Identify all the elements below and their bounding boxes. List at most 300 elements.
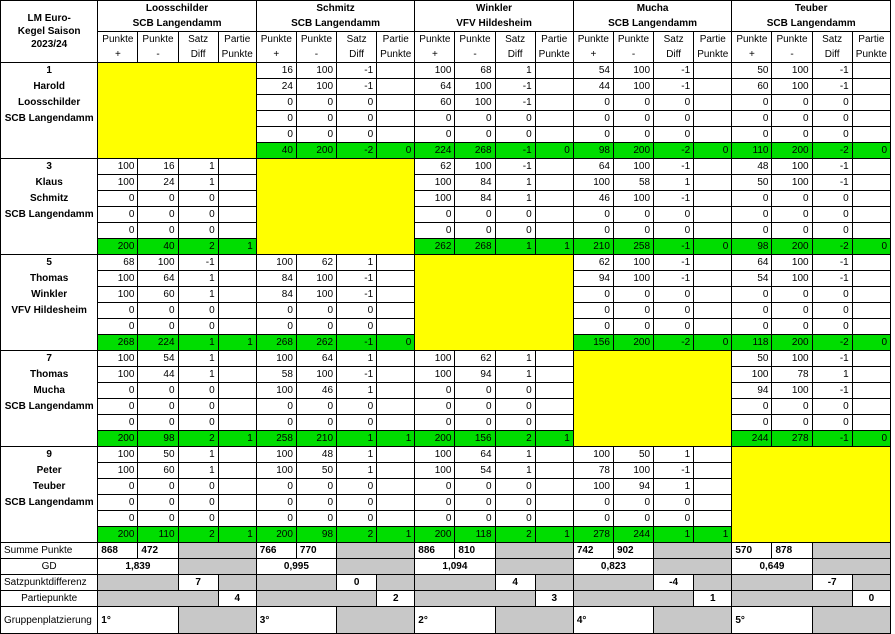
gray-cell — [377, 575, 415, 591]
total-cell: 2 — [495, 527, 535, 543]
score-cell: 62 — [455, 351, 495, 367]
score-cell: 1 — [337, 383, 377, 399]
gd-value: 0,649 — [732, 559, 812, 575]
gray-cell — [732, 575, 812, 591]
column-player-name: Mucha — [573, 1, 732, 17]
score-cell: 48 — [296, 447, 336, 463]
group-place: 1° — [98, 607, 178, 634]
score-cell: 84 — [455, 191, 495, 207]
column-player-name: Winkler — [415, 1, 574, 17]
score-cell — [377, 95, 415, 111]
score-cell: 0 — [772, 111, 812, 127]
score-cell: 0 — [812, 111, 852, 127]
score-cell: 1 — [178, 175, 218, 191]
score-cell: 0 — [654, 111, 694, 127]
satz-diff-value: 4 — [495, 575, 535, 591]
score-cell: 100 — [296, 79, 336, 95]
score-cell: 0 — [138, 479, 178, 495]
score-cell: 100 — [98, 351, 138, 367]
score-cell: 1 — [178, 367, 218, 383]
score-cell: 100 — [98, 447, 138, 463]
gray-cell — [218, 575, 256, 591]
subheader-top: Partie — [218, 32, 256, 48]
score-cell: 100 — [415, 463, 455, 479]
score-cell: 60 — [415, 95, 455, 111]
score-cell: -1 — [812, 159, 852, 175]
score-cell: 0 — [337, 495, 377, 511]
subheader-bottom: + — [256, 47, 296, 63]
score-cell: -1 — [495, 159, 535, 175]
score-cell: 58 — [256, 367, 296, 383]
gray-cell — [573, 591, 693, 607]
total-cell: 1 — [377, 431, 415, 447]
score-cell: 100 — [732, 367, 772, 383]
total-row — [1, 239, 891, 255]
score-cell — [852, 351, 890, 367]
column-player-club: VFV Hildesheim — [415, 16, 574, 32]
score-cell: 0 — [495, 207, 535, 223]
score-cell: 54 — [455, 463, 495, 479]
score-cell — [218, 383, 256, 399]
total-cell: 268 — [455, 239, 495, 255]
player-label: 3 — [1, 159, 98, 175]
score-cell: 64 — [455, 447, 495, 463]
score-cell: 100 — [415, 351, 455, 367]
score-cell: 0 — [812, 223, 852, 239]
total-cell: 1 — [654, 527, 694, 543]
score-cell: 0 — [296, 479, 336, 495]
score-cell: 64 — [138, 271, 178, 287]
score-cell: 0 — [415, 207, 455, 223]
score-cell — [694, 175, 732, 191]
total-cell: 268 — [455, 143, 495, 159]
total-cell: 2 — [178, 239, 218, 255]
score-cell: 58 — [613, 175, 653, 191]
score-cell: 84 — [256, 287, 296, 303]
total-cell: 262 — [415, 239, 455, 255]
score-cell: 0 — [495, 127, 535, 143]
score-cell — [535, 111, 573, 127]
total-cell: 200 — [296, 143, 336, 159]
player-label — [1, 127, 98, 143]
total-cell: 200 — [256, 527, 296, 543]
total-row — [1, 431, 891, 447]
subheader-bottom: Diff — [495, 47, 535, 63]
score-cell: 24 — [138, 175, 178, 191]
score-cell: 0 — [654, 207, 694, 223]
game-row — [1, 191, 891, 207]
score-cell — [377, 303, 415, 319]
score-cell: 100 — [772, 255, 812, 271]
score-cell: 0 — [138, 415, 178, 431]
score-cell: 1 — [654, 447, 694, 463]
score-cell — [852, 303, 890, 319]
score-cell: 1 — [337, 463, 377, 479]
score-cell: 0 — [98, 399, 138, 415]
score-cell — [535, 191, 573, 207]
score-cell: 0 — [337, 95, 377, 111]
subheader-top: Partie — [377, 32, 415, 48]
total-cell: 210 — [296, 431, 336, 447]
total-cell: 98 — [573, 143, 613, 159]
sheet-title — [1, 1, 98, 63]
score-cell: 0 — [337, 303, 377, 319]
game-row — [1, 351, 891, 367]
score-cell: 100 — [98, 463, 138, 479]
gray-cell — [495, 543, 573, 559]
gray-cell — [337, 607, 415, 634]
score-cell: -1 — [812, 271, 852, 287]
player-label: 5 — [1, 255, 98, 271]
player-label: Schmitz — [1, 191, 98, 207]
score-cell — [694, 447, 732, 463]
group-place: 4° — [573, 607, 653, 634]
score-cell — [218, 207, 256, 223]
score-cell: 100 — [613, 79, 653, 95]
total-cell: 156 — [455, 431, 495, 447]
total-cell: 210 — [573, 239, 613, 255]
game-row — [1, 399, 891, 415]
score-cell: 0 — [256, 511, 296, 527]
score-cell: 100 — [573, 175, 613, 191]
total-cell: 110 — [138, 527, 178, 543]
score-cell: -1 — [812, 351, 852, 367]
score-cell: 0 — [732, 399, 772, 415]
score-cell: 64 — [296, 351, 336, 367]
subheader-bottom: Diff — [178, 47, 218, 63]
score-cell — [535, 495, 573, 511]
score-cell: 64 — [573, 159, 613, 175]
score-cell: -1 — [812, 383, 852, 399]
score-cell: 0 — [455, 383, 495, 399]
score-cell: 1 — [495, 351, 535, 367]
score-cell: 100 — [415, 63, 455, 79]
score-cell: 0 — [178, 303, 218, 319]
score-cell: 24 — [256, 79, 296, 95]
title-line: Kegel Saison — [17, 26, 81, 37]
subheader-bottom: - — [613, 47, 653, 63]
score-cell: 0 — [138, 495, 178, 511]
total-cell: 224 — [415, 143, 455, 159]
score-cell: 64 — [732, 255, 772, 271]
score-cell: 0 — [415, 127, 455, 143]
score-cell: 100 — [98, 271, 138, 287]
subheader-top: Punkte — [772, 32, 812, 48]
total-cell: 40 — [256, 143, 296, 159]
total-cell: 1 — [337, 431, 377, 447]
score-cell: 0 — [654, 223, 694, 239]
score-cell: 0 — [256, 127, 296, 143]
score-cell: 16 — [256, 63, 296, 79]
total-cell: 268 — [98, 335, 138, 351]
score-cell: 0 — [732, 223, 772, 239]
total-cell: -1 — [337, 335, 377, 351]
column-player-club: SCB Langendamm — [256, 16, 415, 32]
score-cell: 1 — [654, 175, 694, 191]
total-cell: -1 — [812, 431, 852, 447]
score-cell: 100 — [772, 63, 812, 79]
score-cell: 48 — [732, 159, 772, 175]
score-cell: 0 — [178, 511, 218, 527]
score-cell: 1 — [178, 271, 218, 287]
score-cell: 60 — [138, 463, 178, 479]
sum-minus: 770 — [296, 543, 336, 559]
score-cell: -1 — [337, 63, 377, 79]
player-label: SCB Langendamm — [1, 399, 98, 415]
game-row — [1, 207, 891, 223]
score-cell: 62 — [296, 255, 336, 271]
summary-label: Satzpunktdifferenz — [1, 575, 98, 591]
score-cell — [535, 447, 573, 463]
score-cell: 94 — [613, 479, 653, 495]
score-cell: 0 — [732, 127, 772, 143]
total-cell: 1 — [178, 335, 218, 351]
column-player-name: Teuber — [732, 1, 891, 17]
score-cell: -1 — [337, 367, 377, 383]
score-cell — [852, 175, 890, 191]
total-cell: 118 — [732, 335, 772, 351]
total-cell: 1 — [218, 239, 256, 255]
score-cell — [218, 175, 256, 191]
score-cell: 50 — [732, 175, 772, 191]
score-cell — [535, 79, 573, 95]
total-cell: 200 — [98, 527, 138, 543]
column-player-club: SCB Langendamm — [98, 16, 256, 32]
subheader-bottom: Punkte — [852, 47, 890, 63]
score-cell: 0 — [415, 223, 455, 239]
score-cell — [535, 415, 573, 431]
score-cell: 0 — [812, 415, 852, 431]
subheader-bottom: + — [732, 47, 772, 63]
score-cell: 0 — [772, 223, 812, 239]
subheader-top: Punkte — [98, 32, 138, 48]
score-cell: 1 — [654, 479, 694, 495]
total-cell: 0 — [694, 143, 732, 159]
score-cell: 0 — [98, 495, 138, 511]
score-cell — [218, 159, 256, 175]
score-cell — [852, 367, 890, 383]
score-cell: 0 — [296, 399, 336, 415]
score-cell: 100 — [613, 191, 653, 207]
score-cell — [852, 127, 890, 143]
gray-cell — [654, 543, 732, 559]
player-label: 1 — [1, 63, 98, 79]
total-cell: -1 — [495, 143, 535, 159]
score-cell: 78 — [772, 367, 812, 383]
group-place: 2° — [415, 607, 495, 634]
score-cell: 0 — [415, 511, 455, 527]
player-label: SCB Langendamm — [1, 111, 98, 127]
score-cell: 0 — [772, 127, 812, 143]
score-cell: 1 — [178, 287, 218, 303]
score-cell: 16 — [138, 159, 178, 175]
subheader-top: Punkte — [613, 32, 653, 48]
total-cell: 258 — [613, 239, 653, 255]
score-cell: 44 — [138, 367, 178, 383]
player-label: Thomas — [1, 367, 98, 383]
score-cell: -1 — [495, 79, 535, 95]
title-line: 2023/24 — [31, 39, 68, 50]
score-cell — [218, 351, 256, 367]
score-cell — [377, 127, 415, 143]
score-cell: 0 — [812, 127, 852, 143]
score-cell: 0 — [573, 511, 613, 527]
score-cell: 100 — [98, 287, 138, 303]
subheader-top: Satz — [337, 32, 377, 48]
score-cell: 0 — [178, 191, 218, 207]
total-cell: 118 — [455, 527, 495, 543]
column-player-club: SCB Langendamm — [732, 16, 891, 32]
score-cell: 94 — [455, 367, 495, 383]
score-cell — [535, 159, 573, 175]
group-place: 5° — [732, 607, 812, 634]
self-match-block — [732, 447, 891, 543]
score-cell: 0 — [415, 383, 455, 399]
subheader-bottom: - — [455, 47, 495, 63]
gray-cell — [337, 543, 415, 559]
score-cell — [218, 463, 256, 479]
score-cell: 0 — [337, 127, 377, 143]
score-cell: 100 — [455, 159, 495, 175]
subheader-top: Satz — [812, 32, 852, 48]
subheader-top: Partie — [694, 32, 732, 48]
total-cell: 200 — [772, 143, 812, 159]
total-cell: 0 — [377, 143, 415, 159]
gray-cell — [812, 543, 890, 559]
self-match-block — [573, 351, 732, 447]
score-cell — [852, 287, 890, 303]
score-cell — [377, 271, 415, 287]
subheader-top: Punkte — [296, 32, 336, 48]
score-cell — [535, 63, 573, 79]
subheader-top: Partie — [852, 32, 890, 48]
score-cell: 0 — [772, 287, 812, 303]
score-cell — [218, 415, 256, 431]
score-cell — [852, 191, 890, 207]
score-cell: 100 — [296, 271, 336, 287]
satz-diff-value: -7 — [812, 575, 852, 591]
summary-label: Gruppenplatzierung — [1, 607, 98, 634]
score-cell: -1 — [337, 287, 377, 303]
score-cell: 100 — [613, 255, 653, 271]
score-cell: 0 — [98, 303, 138, 319]
score-cell: 0 — [178, 223, 218, 239]
score-cell: 46 — [296, 383, 336, 399]
score-cell: 1 — [495, 367, 535, 383]
total-cell: 224 — [138, 335, 178, 351]
player-label — [1, 319, 98, 335]
score-cell: -1 — [812, 175, 852, 191]
score-cell: 0 — [455, 479, 495, 495]
score-cell: 0 — [455, 495, 495, 511]
score-cell: 0 — [455, 223, 495, 239]
score-cell: 54 — [732, 271, 772, 287]
score-cell: -1 — [337, 79, 377, 95]
score-cell: 0 — [812, 95, 852, 111]
score-cell: 0 — [732, 415, 772, 431]
player-label: VFV Hildesheim — [1, 303, 98, 319]
total-cell: 2 — [337, 527, 377, 543]
score-cell: 0 — [98, 319, 138, 335]
total-cell: 98 — [138, 431, 178, 447]
score-cell: 0 — [337, 111, 377, 127]
score-cell — [218, 495, 256, 511]
score-cell: 0 — [296, 95, 336, 111]
summary-label: GD — [1, 559, 98, 575]
subheader-top: Punkte — [138, 32, 178, 48]
total-cell: 0 — [852, 143, 890, 159]
score-cell: 0 — [138, 319, 178, 335]
score-cell: 62 — [415, 159, 455, 175]
score-cell — [535, 175, 573, 191]
score-cell — [377, 399, 415, 415]
score-cell — [377, 319, 415, 335]
score-cell: 0 — [178, 319, 218, 335]
player-label: SCB Langendamm — [1, 495, 98, 511]
partie-value: 1 — [694, 591, 732, 607]
subheader-top: Satz — [654, 32, 694, 48]
score-cell: 84 — [256, 271, 296, 287]
total-cell: 200 — [415, 527, 455, 543]
satz-diff-value: -4 — [654, 575, 694, 591]
score-cell: 78 — [573, 463, 613, 479]
score-cell: -1 — [812, 79, 852, 95]
summary-label: Partiepunkte — [1, 591, 98, 607]
sum-plus: 868 — [98, 543, 138, 559]
subheader-bottom: Punkte — [535, 47, 573, 63]
player-label — [1, 239, 98, 255]
score-cell: 100 — [256, 383, 296, 399]
score-cell: 54 — [573, 63, 613, 79]
score-cell: 100 — [455, 95, 495, 111]
subheader-top: Satz — [178, 32, 218, 48]
total-cell: 200 — [613, 143, 653, 159]
score-cell: 100 — [98, 367, 138, 383]
gd-value: 0,995 — [256, 559, 336, 575]
player-label: Klaus — [1, 175, 98, 191]
total-cell: 278 — [573, 527, 613, 543]
score-cell: 100 — [415, 447, 455, 463]
score-cell: 0 — [138, 511, 178, 527]
score-cell: 0 — [455, 399, 495, 415]
score-cell: 100 — [772, 159, 812, 175]
total-cell: 200 — [415, 431, 455, 447]
score-cell: 54 — [138, 351, 178, 367]
total-cell: 1 — [495, 239, 535, 255]
player-label: Thomas — [1, 271, 98, 287]
score-cell: 0 — [812, 319, 852, 335]
score-cell: 44 — [573, 79, 613, 95]
score-cell: 0 — [573, 207, 613, 223]
score-cell: 0 — [812, 399, 852, 415]
subheader-top: Partie — [535, 32, 573, 48]
score-cell: 50 — [296, 463, 336, 479]
score-cell: 0 — [415, 495, 455, 511]
gray-cell — [535, 575, 573, 591]
score-cell: 0 — [654, 127, 694, 143]
score-cell — [377, 463, 415, 479]
score-cell — [377, 447, 415, 463]
score-cell: 0 — [812, 191, 852, 207]
score-cell: -1 — [812, 63, 852, 79]
score-cell: 50 — [732, 351, 772, 367]
player-label: Winkler — [1, 287, 98, 303]
score-cell: 0 — [256, 415, 296, 431]
score-cell: 0 — [178, 383, 218, 399]
total-cell: 0 — [377, 335, 415, 351]
summary-label: Summe Punkte — [1, 543, 98, 559]
score-cell: 100 — [613, 63, 653, 79]
